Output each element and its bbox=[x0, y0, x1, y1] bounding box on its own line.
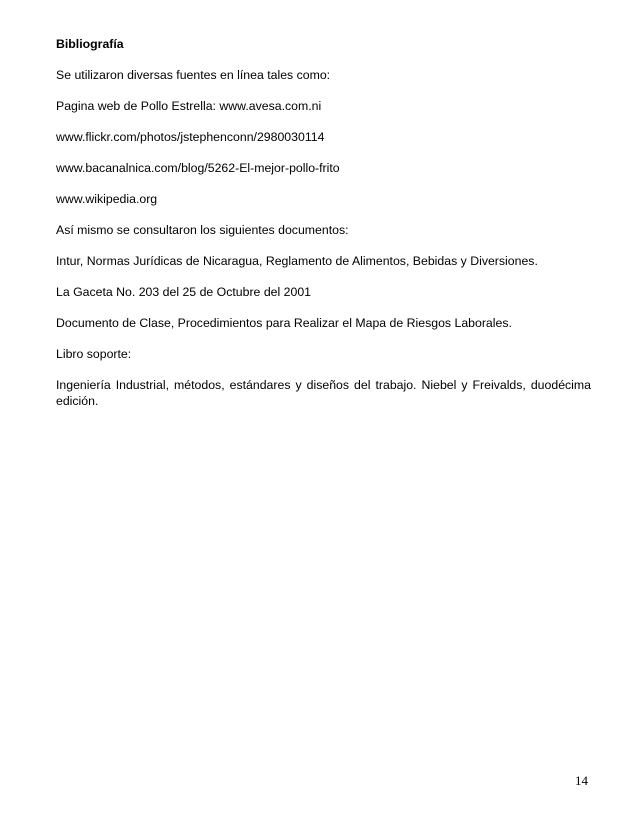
paragraph-documento-clase: Documento de Clase, Procedimientos para Realizar el Mapa de Riesgos Laborales. bbox=[56, 316, 512, 330]
paragraph-intro-online: Se utilizaron diversas fuentes en línea tales como: bbox=[56, 68, 331, 82]
page-number: 14 bbox=[575, 773, 588, 788]
paragraph-ingenieria-industrial: Ingeniería Industrial, métodos, estándares y diseños del trabajo. Niebel y Freivalds, duodécima edición. bbox=[56, 378, 591, 408]
paragraph-intur: Intur, Normas Jurídicas de Nicaragua, Reglamento de Alimentos, Bebidas y Diversiones. bbox=[56, 254, 538, 268]
paragraph-flickr-url: www.flickr.com/photos/jstephenconn/2980030114 bbox=[56, 130, 325, 144]
paragraph-intro-documents: Así mismo se consultaron los siguientes documentos: bbox=[56, 223, 349, 237]
paragraph-pollo-estrella: Pagina web de Pollo Estrella: www.avesa.com.ni bbox=[56, 99, 322, 113]
paragraph-bacanalnica-url: www.bacanalnica.com/blog/5262-El-mejor-pollo-frito bbox=[56, 161, 340, 175]
section-heading: Bibliografía bbox=[56, 37, 124, 51]
bibliography-section bbox=[56, 36, 591, 409]
paragraph-libro-soporte: Libro soporte: bbox=[56, 347, 132, 361]
paragraph-gaceta: La Gaceta No. 203 del 25 de Octubre del 2001 bbox=[56, 285, 311, 299]
paragraph-wikipedia-url: www.wikipedia.org bbox=[56, 192, 158, 206]
